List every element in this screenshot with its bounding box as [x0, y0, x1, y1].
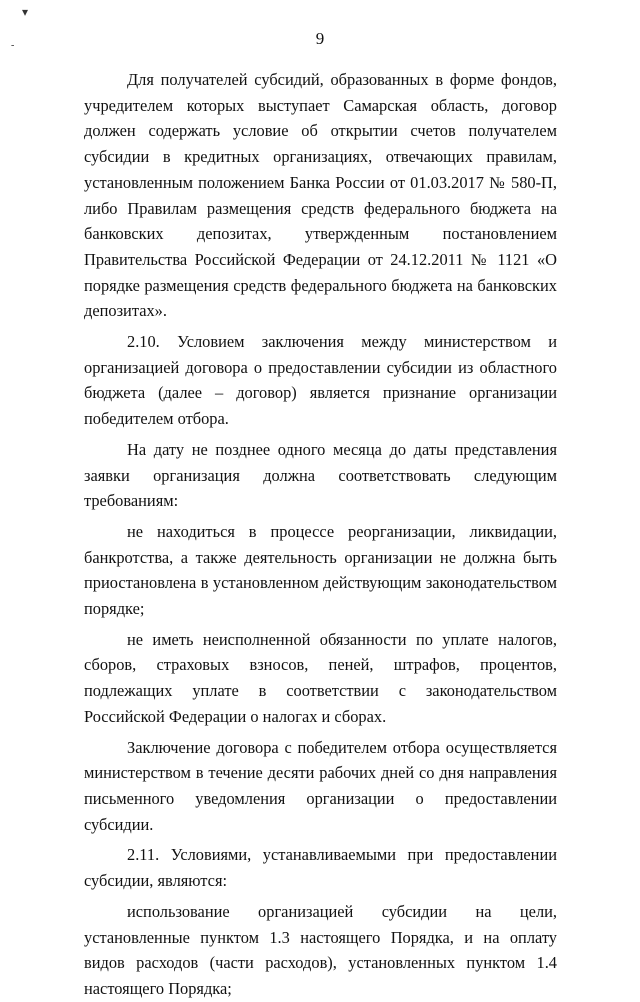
scan-mark: - [11, 40, 15, 51]
scan-mark: ▾ [22, 5, 29, 19]
page-number: 9 [315, 29, 325, 48]
paragraph: 2.10. Условием заключения между министерством и организацией договора о предоставлении субсидии из областного бюджета (далее – договор) является признание организации победителем отбора. [84, 332, 557, 429]
body-text [84, 67, 557, 1002]
paragraph: Для получателей субсидий, образованных в форме фондов, учредителем которых выступает Самарская область, договор должен содержать условие об открытии счетов получателем субсидии в кредитных организациях, отвечающих правилам, установленным положением Банка России от 01.03.2017 № 580-П, либо Правилам размещения средств федерального бюджета на банковских депозитах, утвержденным постановлением Правительства Российской Федерации от 24.12.2011 № 1121 «О порядке размещения средств федерального бюджета на банковских депозитах». [84, 70, 557, 321]
paragraph: На дату не позднее одного месяца до даты представления заявки организация должна соответствовать следующим требованиям: [84, 439, 557, 511]
paragraph: не находиться в процессе реорганизации, ликвидации, банкротства, а также деятельность организации не должна быть приостановлена в установленном действующим законодательством порядке; [84, 521, 557, 619]
paragraph: не иметь неисполненной обязанности по уплате налогов, сборов, страховых взносов, пеней, штрафов, процентов, подлежащих уплате в соответствии с законодательством Российской Федерации о налогах и сборах. [84, 629, 557, 726]
paragraph: Заключение договора с победителем отбора осуществляется министерством в течение десяти рабочих дней со дня направления письменного уведомления организации о предоставлении субсидии. [84, 737, 557, 834]
paragraph: 2.11. Условиями, устанавливаемыми при предоставлении субсидии, являются: [84, 845, 557, 891]
paragraph: использование организацией субсидии на цели, установленные пунктом 1.3 настоящего Порядка, и на оплату видов расходов (части расходов), установленных пунктом 1.4 настоящего Порядка; [84, 901, 557, 998]
